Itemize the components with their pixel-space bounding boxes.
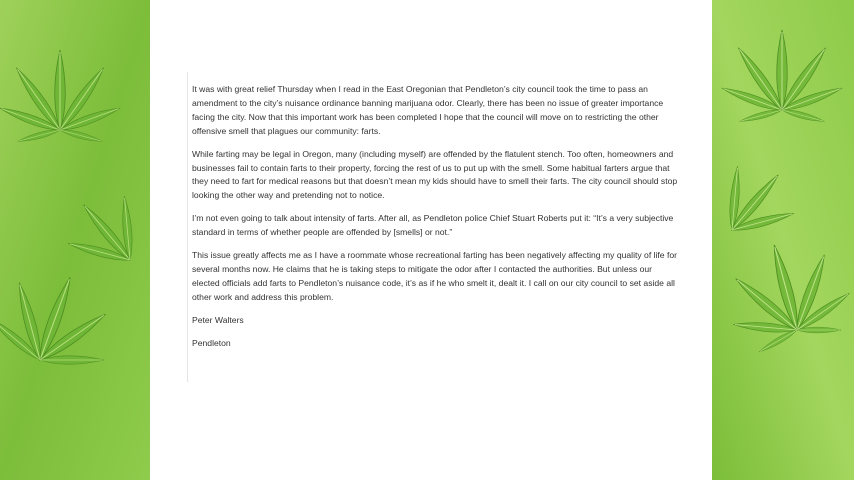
- paragraph-3: I’m not even going to talk about intensity of farts. After all, as Pendleton police Chief Stuart Roberts put it: “It’s a very subjective standard in terms of whether people are offended by [smells] or not.”: [192, 213, 674, 238]
- letter-page: [150, 0, 712, 480]
- cannabis-leaf-icon: [0, 0, 150, 480]
- left-leaf-background: [0, 0, 150, 480]
- page-divider: [187, 72, 188, 382]
- cannabis-leaf-icon: [712, 0, 854, 480]
- signature-city: Pendleton: [192, 337, 231, 348]
- paragraph-4: This issue greatly affects me as I have a roommate whose recreational farting has been negatively affecting my quality of life for several months now. He claims that he is taking steps to mitigate the odor after I contacted the authorities. But unless our elected officials add farts to Pendleton’s nuisance code, it’s as if he who smelt it, dealt it. I call on our city council to set aside all other work and address this problem.: [192, 250, 678, 302]
- paragraph-1: It was with great relief Thursday when I read in the East Oregonian that Pendleton’s city council took the time to pass an amendment to the city’s nuisance ordinance banning marijuana odor. Clearly, there has been no issue of greater importance facing the city. Now that this important work has been completed I hope that the council will move on to restricting the other offensive smell that plagues our community: farts.: [192, 84, 664, 136]
- signature-name: Peter Walters: [192, 314, 244, 325]
- right-leaf-background: [712, 0, 854, 480]
- paragraph-2: While farting may be legal in Oregon, many (including myself) are offended by the flatulent stench. Too often, homeowners and businesses fail to contain farts to their property, forcing the rest of us to put up with the smell. Some habitual farters argue that they need to fart for medical reasons but that doesn’t mean my kids should have to smell their farts. The city council should stop looking the other way and pretending not to notice.: [192, 148, 678, 201]
- letter-body: [192, 83, 682, 360]
